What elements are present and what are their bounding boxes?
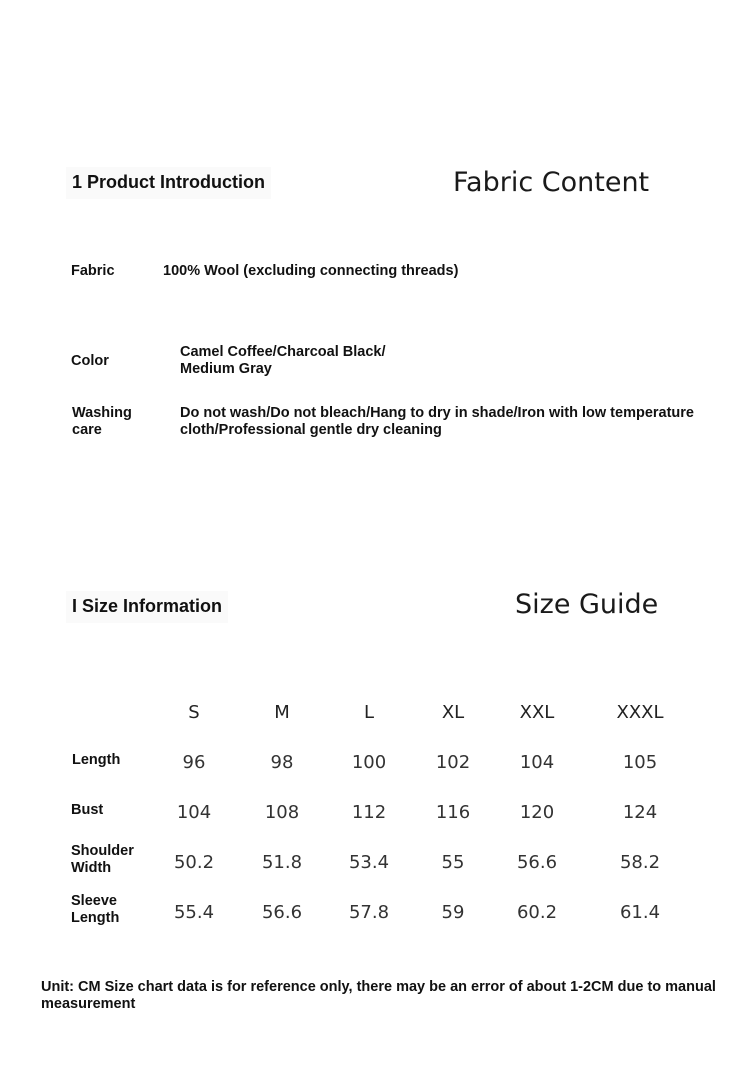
sleeve-length-label-line: Length — [71, 910, 120, 926]
size-header-s: S — [188, 702, 200, 723]
fabric-value: 100% Wool (excluding connecting threads) — [163, 263, 459, 279]
table-cell: 61.4 — [619, 902, 661, 923]
table-cell: 104 — [176, 802, 212, 823]
table-cell: 59 — [441, 902, 465, 923]
fabric-label: Fabric — [71, 263, 115, 279]
washing-care-value-line: Do not wash/Do not bleach/Hang to dry in shade/Iron with low temperature — [180, 405, 694, 421]
table-cell: 102 — [435, 752, 471, 773]
table-cell: 57.8 — [348, 902, 390, 923]
size-footnote-line: measurement — [41, 996, 136, 1012]
table-cell: 100 — [351, 752, 387, 773]
washing-care-label — [72, 405, 132, 439]
color-value — [180, 344, 386, 378]
table-cell: 55.4 — [173, 902, 215, 923]
table-cell: 98 — [270, 752, 294, 773]
bust-label: Bust — [71, 802, 104, 818]
table-cell: 96 — [182, 752, 206, 773]
size-guide-title: Size Guide — [515, 589, 659, 620]
table-cell: 104 — [519, 752, 555, 773]
table-cell: 60.2 — [516, 902, 558, 923]
table-cell: 55 — [441, 852, 465, 873]
table-cell: 116 — [435, 802, 471, 823]
washing-care-value — [180, 405, 694, 439]
washing-care-value-line: cloth/Professional gentle dry cleaning — [180, 422, 442, 438]
size-header-m: M — [274, 702, 290, 723]
table-cell: 112 — [351, 802, 387, 823]
size-header-xl: XL — [441, 702, 465, 723]
table-cell: 50.2 — [173, 852, 215, 873]
color-value-line: Camel Coffee/Charcoal Black/ — [180, 344, 386, 360]
color-label: Color — [71, 353, 109, 369]
shoulder-width-label-line: Width — [71, 860, 112, 876]
table-cell: 124 — [622, 802, 658, 823]
table-cell: 56.6 — [261, 902, 303, 923]
size-header-xxl: XXL — [519, 702, 555, 723]
product-introduction-heading: 1 Product Introduction — [66, 167, 271, 199]
size-header-l: L — [363, 702, 375, 723]
table-cell: 58.2 — [619, 852, 661, 873]
size-footnote-line: Unit: CM Size chart data is for reference only, there may be an error of about 1-2CM due to manual — [41, 979, 716, 995]
size-footnote — [41, 979, 716, 1013]
table-cell: 56.6 — [516, 852, 558, 873]
shoulder-width-label — [71, 843, 134, 877]
fabric-content-title: Fabric Content — [453, 167, 650, 198]
table-cell: 53.4 — [348, 852, 390, 873]
size-header-xxxl: XXXL — [616, 702, 664, 723]
sleeve-length-label — [71, 893, 119, 927]
sleeve-length-label-line: Sleeve — [71, 893, 117, 909]
washing-care-label-line: care — [72, 422, 102, 438]
table-cell: 120 — [519, 802, 555, 823]
washing-care-label-line: Washing — [72, 405, 132, 421]
shoulder-width-label-line: Shoulder — [71, 843, 134, 859]
length-label: Length — [72, 752, 121, 768]
table-cell: 105 — [622, 752, 658, 773]
color-value-line: Medium Gray — [180, 361, 272, 377]
size-information-heading: I Size Information — [66, 591, 228, 623]
table-cell: 51.8 — [261, 852, 303, 873]
table-cell: 108 — [264, 802, 300, 823]
